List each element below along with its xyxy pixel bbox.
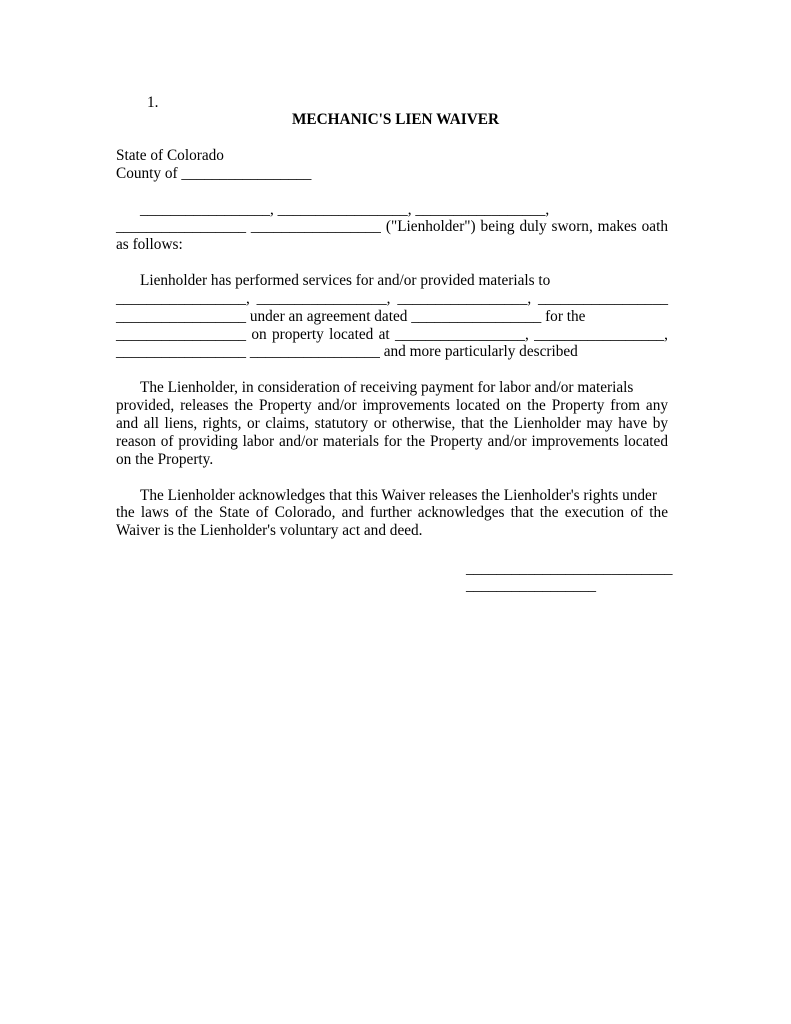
county-line: County of _________________ — [116, 165, 312, 182]
signature-name-line: _________________ — [466, 577, 597, 594]
acknowledgment-line-3: Waiver is the Lienholder's voluntary act and deed. — [116, 522, 423, 539]
oath-line-3: as follows: — [116, 236, 183, 253]
document-title: MECHANIC'S LIEN WAIVER — [291, 111, 500, 128]
state-line: State of Colorado — [116, 147, 224, 164]
release-line-4: reason of providing labor and/or materials for the Property and/or improvements located — [116, 433, 668, 450]
acknowledgment-line-2: the laws of the State of Colorado, and further acknowledges that the execution of the — [116, 504, 668, 521]
release-line-2: provided, releases the Property and/or improvements located on the Property from any — [116, 397, 668, 414]
signature-line: ___________________________ — [466, 560, 673, 577]
services-line-2: _________________, _________________, _________________, _________________ — [116, 290, 668, 307]
release-line-5: on the Property. — [116, 451, 214, 468]
services-line-1: Lienholder has performed services for and/or provided materials to — [140, 272, 551, 289]
services-line-3: _________________ under an agreement dated _________________ for the — [116, 308, 586, 325]
services-line-4: _________________ on property located at _________________, _________________, — [116, 326, 668, 343]
oath-line-2: _________________ _________________ ("Lienholder") being duly sworn, makes oath — [116, 218, 668, 235]
release-line-1: The Lienholder, in consideration of receiving payment for labor and/or materials — [140, 379, 634, 396]
acknowledgment-line-1: The Lienholder acknowledges that this Waiver releases the Lienholder's rights under — [140, 487, 657, 504]
item-number: 1. — [147, 94, 159, 111]
release-line-3: and all liens, rights, or claims, statutory or otherwise, that the Lienholder may have by — [116, 415, 668, 432]
oath-line-1: _________________, _________________, _________________, — [140, 201, 550, 218]
services-line-5: _________________ _________________ and more particularly described — [116, 343, 578, 360]
